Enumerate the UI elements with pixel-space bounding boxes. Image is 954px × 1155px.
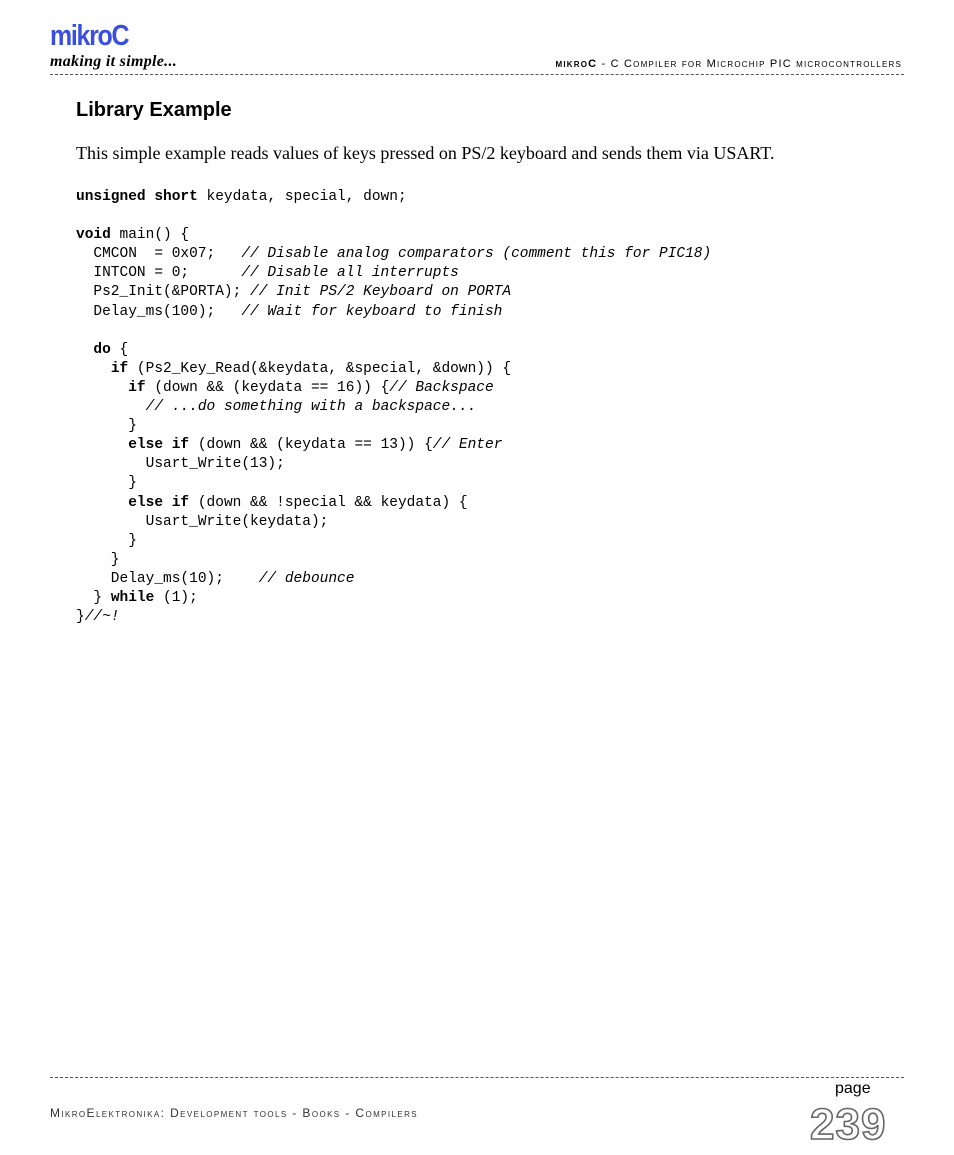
code-comment: // Init PS/2 Keyboard on PORTA (250, 284, 512, 301)
code-keyword: do (93, 341, 111, 358)
code-text: Ps2_Init(&PORTA); (76, 284, 251, 301)
code-line (76, 227, 189, 243)
tagline: making it simple... (50, 53, 178, 70)
code-keyword: void (76, 227, 111, 244)
code-text: } (76, 589, 111, 606)
code-line (76, 246, 711, 262)
code-text: (1); (154, 589, 198, 606)
code-line (76, 189, 407, 205)
intro-paragraph: This simple example reads values of keys pressed on PS/2 keyboard and sends them via USART. (76, 143, 775, 163)
code-line (76, 284, 511, 300)
code-keyword: unsigned short (76, 189, 198, 205)
code-text (76, 437, 128, 453)
code-keyword: else if (128, 437, 190, 454)
code-line (76, 361, 511, 377)
code-text: Usart_Write(keydata); (76, 513, 329, 530)
code-text: (down && !special && keydata) { (189, 494, 468, 511)
code-comment: // Enter (432, 437, 503, 454)
code-line (76, 514, 328, 530)
header-title-brand: mikroC (555, 58, 598, 70)
code-line (76, 552, 120, 568)
code-text: INTCON = 0; (76, 265, 242, 282)
code-comment: // Wait for keyboard to finish (241, 303, 503, 320)
page-number: 239 (810, 1100, 887, 1149)
header-title-rest: - C Compiler for Microchip PIC microcontrollers (597, 58, 902, 70)
code-text (76, 380, 128, 396)
code-line (76, 609, 120, 625)
code-line (76, 342, 128, 358)
code-text: (down && (keydata == 16)) { (145, 379, 390, 396)
code-line (76, 265, 459, 281)
code-line (76, 380, 494, 396)
code-line (76, 571, 354, 587)
header-divider (50, 74, 904, 75)
code-line (76, 437, 502, 453)
code-comment: // ...do something with a backspace... (145, 399, 477, 416)
code-block (76, 188, 711, 627)
code-text: (down && (keydata == 13)) { (189, 437, 433, 454)
code-text (76, 361, 111, 377)
code-text: } (76, 475, 137, 492)
header-title (555, 58, 902, 70)
code-line (76, 533, 137, 549)
code-line (76, 399, 476, 415)
code-text: } (76, 418, 137, 435)
section-heading: Library Example (76, 99, 232, 121)
code-text (76, 495, 128, 511)
code-text: Usart_Write(13); (76, 456, 285, 473)
code-comment: // Disable all interrupts (241, 265, 459, 282)
code-text: { (110, 341, 129, 358)
code-text: main() { (110, 227, 190, 244)
code-comment: // debounce (258, 570, 355, 587)
code-comment: //~! (84, 609, 120, 626)
footer-divider (50, 1077, 904, 1078)
code-line (76, 475, 137, 491)
code-text: } (76, 532, 137, 549)
code-line (76, 304, 502, 320)
footer-text: MikroElektronika: Development tools - Books - Compilers (50, 1106, 419, 1120)
code-text (76, 399, 146, 415)
code-text (76, 342, 93, 358)
code-line (76, 418, 137, 434)
code-keyword: else if (128, 494, 190, 511)
code-line (76, 590, 198, 606)
code-comment: // Disable analog comparators (comment this for PIC18) (241, 246, 712, 263)
code-text: CMCON = 0x07; (76, 246, 242, 263)
code-text: } (76, 609, 85, 626)
mikroc-logo: mikroC (50, 20, 129, 52)
code-text: Delay_ms(100); (76, 303, 242, 320)
code-keyword: if (128, 379, 146, 396)
code-keyword: while (110, 589, 155, 606)
code-text: (Ps2_Key_Read(&keydata, &special, &down)) { (128, 360, 512, 377)
code-keyword: if (110, 360, 129, 377)
code-line (76, 495, 468, 511)
code-text: } (76, 551, 120, 568)
code-text: keydata, special, down; (197, 189, 407, 205)
page-label: page (835, 1080, 871, 1097)
code-line (76, 456, 285, 472)
code-text: Delay_ms(10); (76, 570, 259, 587)
code-comment: // Backspace (389, 379, 494, 396)
